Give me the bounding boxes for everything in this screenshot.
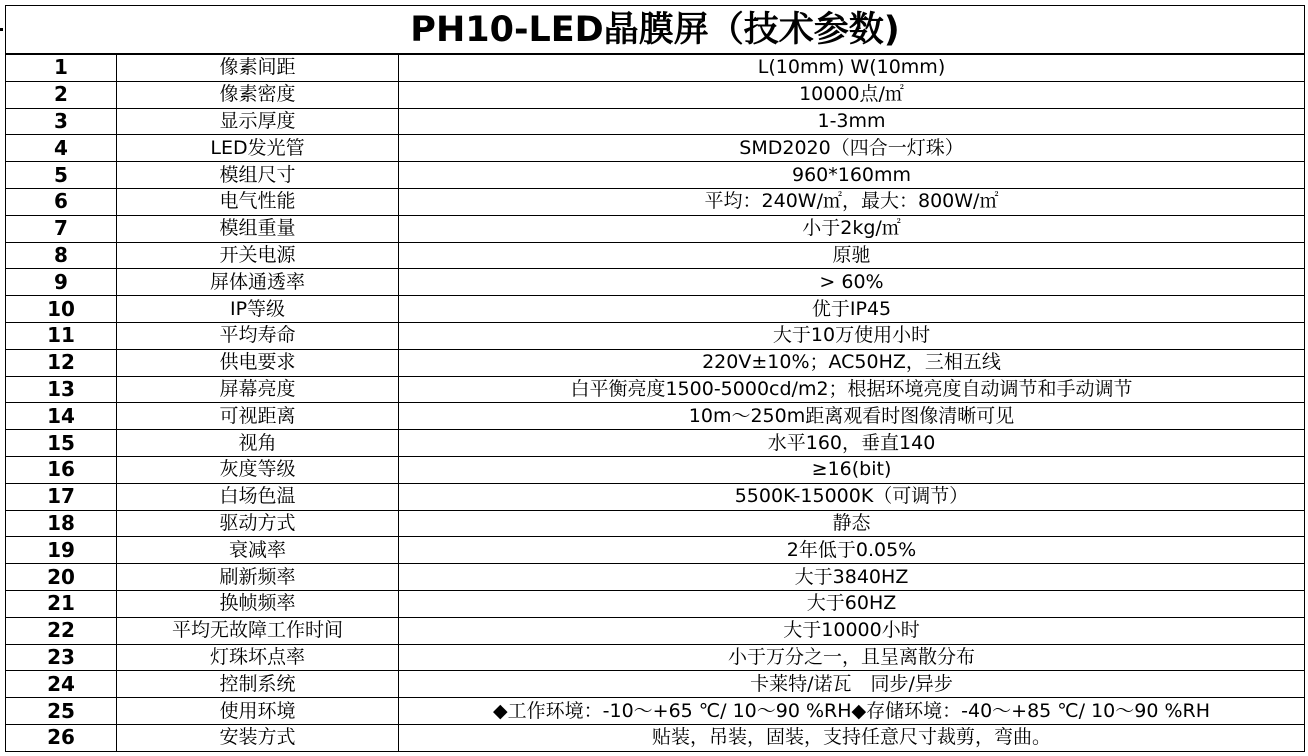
parameter-value: 5500K-15000K（可调节） — [399, 483, 1305, 510]
row-number: 15 — [6, 430, 117, 457]
row-number: 3 — [6, 108, 117, 135]
table-row — [6, 54, 1305, 81]
row-number: 17 — [6, 483, 117, 510]
table-row — [6, 135, 1305, 162]
row-number: 20 — [6, 564, 117, 591]
row-number: 12 — [6, 349, 117, 376]
parameter-value: 静态 — [399, 510, 1305, 537]
parameter-value: 大于60HZ — [399, 590, 1305, 617]
parameter-value: 优于IP45 — [399, 296, 1305, 323]
row-number: 4 — [6, 135, 117, 162]
row-number: 23 — [6, 644, 117, 671]
row-number: 1 — [6, 54, 117, 81]
parameter-value: 白平衡亮度1500-5000cd/m2；根据环境亮度自动调节和手动调节 — [399, 376, 1305, 403]
row-number: 9 — [6, 269, 117, 296]
table-row — [6, 617, 1305, 644]
parameter-name: 屏幕亮度 — [117, 376, 399, 403]
parameter-name: 电气性能 — [117, 188, 399, 215]
row-number: 16 — [6, 456, 117, 483]
table-row — [6, 349, 1305, 376]
parameter-name: 刷新频率 — [117, 564, 399, 591]
parameter-name: 像素密度 — [117, 81, 399, 108]
parameter-name: 显示厚度 — [117, 108, 399, 135]
parameter-value: SMD2020（四合一灯珠） — [399, 135, 1305, 162]
parameter-name: 白场色温 — [117, 483, 399, 510]
table-row — [6, 724, 1305, 751]
parameter-name: 驱动方式 — [117, 510, 399, 537]
parameter-value: 水平160，垂直140 — [399, 430, 1305, 457]
table-row — [6, 108, 1305, 135]
row-number: 8 — [6, 242, 117, 269]
title-row — [6, 6, 1305, 55]
row-number: 13 — [6, 376, 117, 403]
table-row — [6, 510, 1305, 537]
parameter-value: 10m～250m距离观看时图像清晰可见 — [399, 403, 1305, 430]
row-number: 19 — [6, 537, 117, 564]
parameter-value: L(10mm) W(10mm) — [399, 54, 1305, 81]
parameter-value: 220V±10%；AC50HZ，三相五线 — [399, 349, 1305, 376]
parameter-name: 可视距离 — [117, 403, 399, 430]
parameter-value: ◆工作环境：-10～+65 ℃/ 10～90 %RH◆存储环境：-40～+85 ℃/ 10～90 %RH — [399, 698, 1305, 725]
table-row — [6, 322, 1305, 349]
table-row — [6, 376, 1305, 403]
parameter-value: 小于2kg/㎡ — [399, 215, 1305, 242]
row-number: 14 — [6, 403, 117, 430]
parameter-value: 大于3840HZ — [399, 564, 1305, 591]
parameter-name: 使用环境 — [117, 698, 399, 725]
parameter-name: 控制系统 — [117, 671, 399, 698]
table-row — [6, 483, 1305, 510]
row-number: 21 — [6, 590, 117, 617]
parameter-value: 10000点/㎡ — [399, 81, 1305, 108]
table-row — [6, 162, 1305, 189]
parameter-name: 换帧频率 — [117, 590, 399, 617]
parameter-value: 大于10000小时 — [399, 617, 1305, 644]
parameter-name: 安装方式 — [117, 724, 399, 751]
table-row — [6, 456, 1305, 483]
parameter-name: 开关电源 — [117, 242, 399, 269]
row-number: 10 — [6, 296, 117, 323]
parameter-name: 供电要求 — [117, 349, 399, 376]
parameter-name: 屏体通透率 — [117, 269, 399, 296]
parameter-name: 视角 — [117, 430, 399, 457]
parameter-value: > 60% — [399, 269, 1305, 296]
row-number: 22 — [6, 617, 117, 644]
parameter-name: 灯珠坏点率 — [117, 644, 399, 671]
row-number: 26 — [6, 724, 117, 751]
parameter-value: 小于万分之一，且呈离散分布 — [399, 644, 1305, 671]
row-number: 25 — [6, 698, 117, 725]
spec-table — [5, 5, 1305, 752]
parameter-value: 960*160mm — [399, 162, 1305, 189]
table-row — [6, 188, 1305, 215]
parameter-value: 卡莱特/诺瓦 同步/异步 — [399, 671, 1305, 698]
parameter-name: 平均寿命 — [117, 322, 399, 349]
spec-sheet — [5, 5, 1304, 752]
table-row — [6, 698, 1305, 725]
table-row — [6, 269, 1305, 296]
table-row — [6, 564, 1305, 591]
page-title: PH10-LED晶膜屏（技术参数) — [6, 6, 1305, 55]
parameter-value: ≥16(bit) — [399, 456, 1305, 483]
parameter-name: 灰度等级 — [117, 456, 399, 483]
table-row — [6, 242, 1305, 269]
corner-mark — [0, 28, 3, 31]
spec-table-body — [6, 6, 1305, 752]
parameter-name: 模组尺寸 — [117, 162, 399, 189]
row-number: 18 — [6, 510, 117, 537]
table-row — [6, 430, 1305, 457]
row-number: 7 — [6, 215, 117, 242]
table-row — [6, 644, 1305, 671]
parameter-name: 衰减率 — [117, 537, 399, 564]
parameter-value: 大于10万使用小时 — [399, 322, 1305, 349]
row-number: 24 — [6, 671, 117, 698]
parameter-value: 平均：240W/㎡，最大：800W/㎡ — [399, 188, 1305, 215]
parameter-name: LED发光管 — [117, 135, 399, 162]
table-row — [6, 81, 1305, 108]
parameter-value: 贴装，吊装，固装，支持任意尺寸裁剪，弯曲。 — [399, 724, 1305, 751]
row-number: 2 — [6, 81, 117, 108]
parameter-value: 1-3mm — [399, 108, 1305, 135]
parameter-name: 平均无故障工作时间 — [117, 617, 399, 644]
row-number: 6 — [6, 188, 117, 215]
table-row — [6, 590, 1305, 617]
parameter-value: 原驰 — [399, 242, 1305, 269]
table-row — [6, 215, 1305, 242]
table-row — [6, 403, 1305, 430]
parameter-name: 模组重量 — [117, 215, 399, 242]
table-row — [6, 671, 1305, 698]
table-row — [6, 296, 1305, 323]
row-number: 5 — [6, 162, 117, 189]
parameter-name: IP等级 — [117, 296, 399, 323]
table-row — [6, 537, 1305, 564]
parameter-name: 像素间距 — [117, 54, 399, 81]
row-number: 11 — [6, 322, 117, 349]
parameter-value: 2年低于0.05% — [399, 537, 1305, 564]
